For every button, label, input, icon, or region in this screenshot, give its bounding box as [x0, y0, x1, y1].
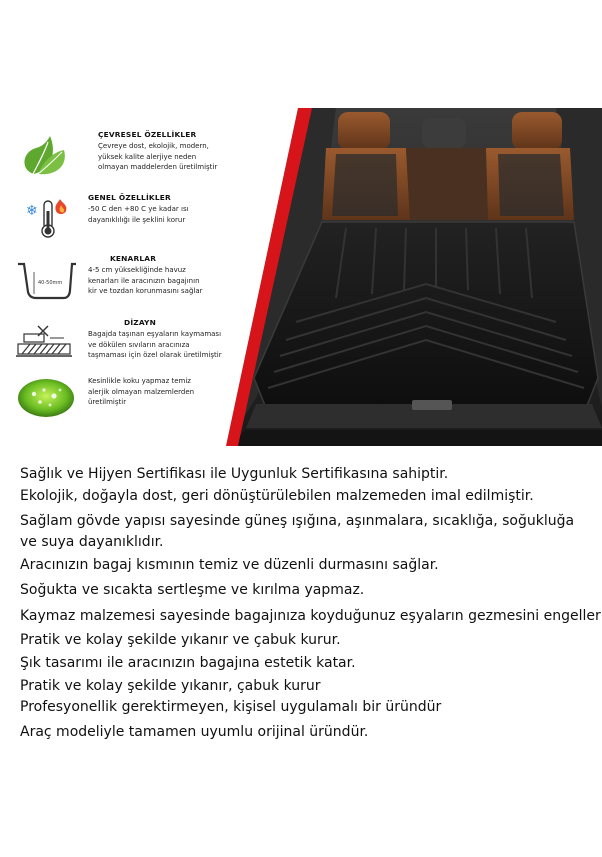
description-line: Profesyonellik gerektirmeyen, kişisel uygulamalı bir üründür [20, 699, 442, 715]
product-photo [226, 108, 602, 446]
description-line: Şık tasarımı ile aracınızın bagajına estetik katar. [20, 655, 356, 671]
feature-line: -50 C den +80 C ye kadar ısı [88, 205, 189, 213]
thermometer-icon [14, 193, 76, 243]
feature-line: 4-5 cm yüksekliğinde havuz [88, 266, 186, 274]
description-line: Ekolojik, doğayla dost, geri dönüştürülebilen malzemeden imal edilmiştir. [20, 488, 534, 504]
feature-edges [14, 254, 229, 314]
feature-general [14, 193, 229, 253]
description-line: Pratik ve kolay şekilde yıkanır ve çabuk kurur. [20, 632, 341, 648]
description-line: Araç modeliyle tamamen uyumlu orijinal üründür. [20, 724, 369, 740]
description-line: Aracınızın bagaj kısmının temiz ve düzenli durmasını sağlar. [20, 557, 439, 573]
description-line: ve suya dayanıklıdır. [20, 534, 164, 550]
feature-title: DİZAYN [124, 318, 156, 327]
odorless-material-icon [14, 376, 76, 426]
description-line: Soğukta ve sıcakta sertleşme ve kırılma yapmaz. [20, 582, 365, 598]
feature-odorless [14, 376, 229, 436]
svg-text:❄: ❄ [26, 203, 38, 219]
feature-line: ve dökülen sıvıların aracınıza [88, 340, 190, 349]
feature-title: GENEL ÖZELLİKLER [88, 193, 171, 202]
feature-line: dayanıklılığı ile şeklini korur [88, 215, 186, 224]
description-line: Sağlık ve Hijyen Sertifikası ile Uygunluk Sertifikasına sahiptir. [20, 466, 449, 482]
description-line: Kaymaz malzemesi sayesinde bagajınıza koyduğunuz eşyaların gezmesini engeller [20, 608, 601, 624]
anti-slip-icon [14, 318, 76, 368]
description-line: Pratik ve kolay şekilde yıkanır, çabuk kurur [20, 678, 321, 694]
leaf-icon [14, 130, 76, 180]
feature-line: kenarları ile aracınızın bagajının [88, 276, 200, 285]
feature-line: üretilmiştir [88, 398, 127, 407]
description-line: Sağlam gövde yapısı sayesinde güneş ışığına, aşınmalara, sıcaklığa, soğukluğa [20, 513, 575, 529]
feature-line: kir ve tozdan korunmasını sağlar [88, 287, 203, 296]
feature-title: ÇEVRESEL ÖZELLİKLER [98, 130, 197, 139]
feature-line: Kesinlikle koku yapmaz temiz [88, 377, 191, 385]
feature-line: Çevreye dost, ekolojik, modern, [98, 142, 209, 150]
feature-line: Bagajda taşınan eşyaların kaymaması [88, 330, 222, 338]
edge-height-label: 40-50mm [38, 280, 63, 286]
feature-line: alerjik olmayan malzemlerden [88, 387, 195, 396]
feature-environmental [14, 130, 229, 190]
feature-design [14, 318, 229, 378]
edge-profile-icon [14, 254, 76, 304]
feature-line: yüksek kalite alerjiye neden [98, 152, 197, 161]
feature-title: KENARLAR [110, 254, 157, 263]
feature-line: olmayan maddelerden üretilmiştir [98, 163, 218, 172]
feature-line: taşmaması için özel olarak üretilmiştir [88, 351, 222, 360]
